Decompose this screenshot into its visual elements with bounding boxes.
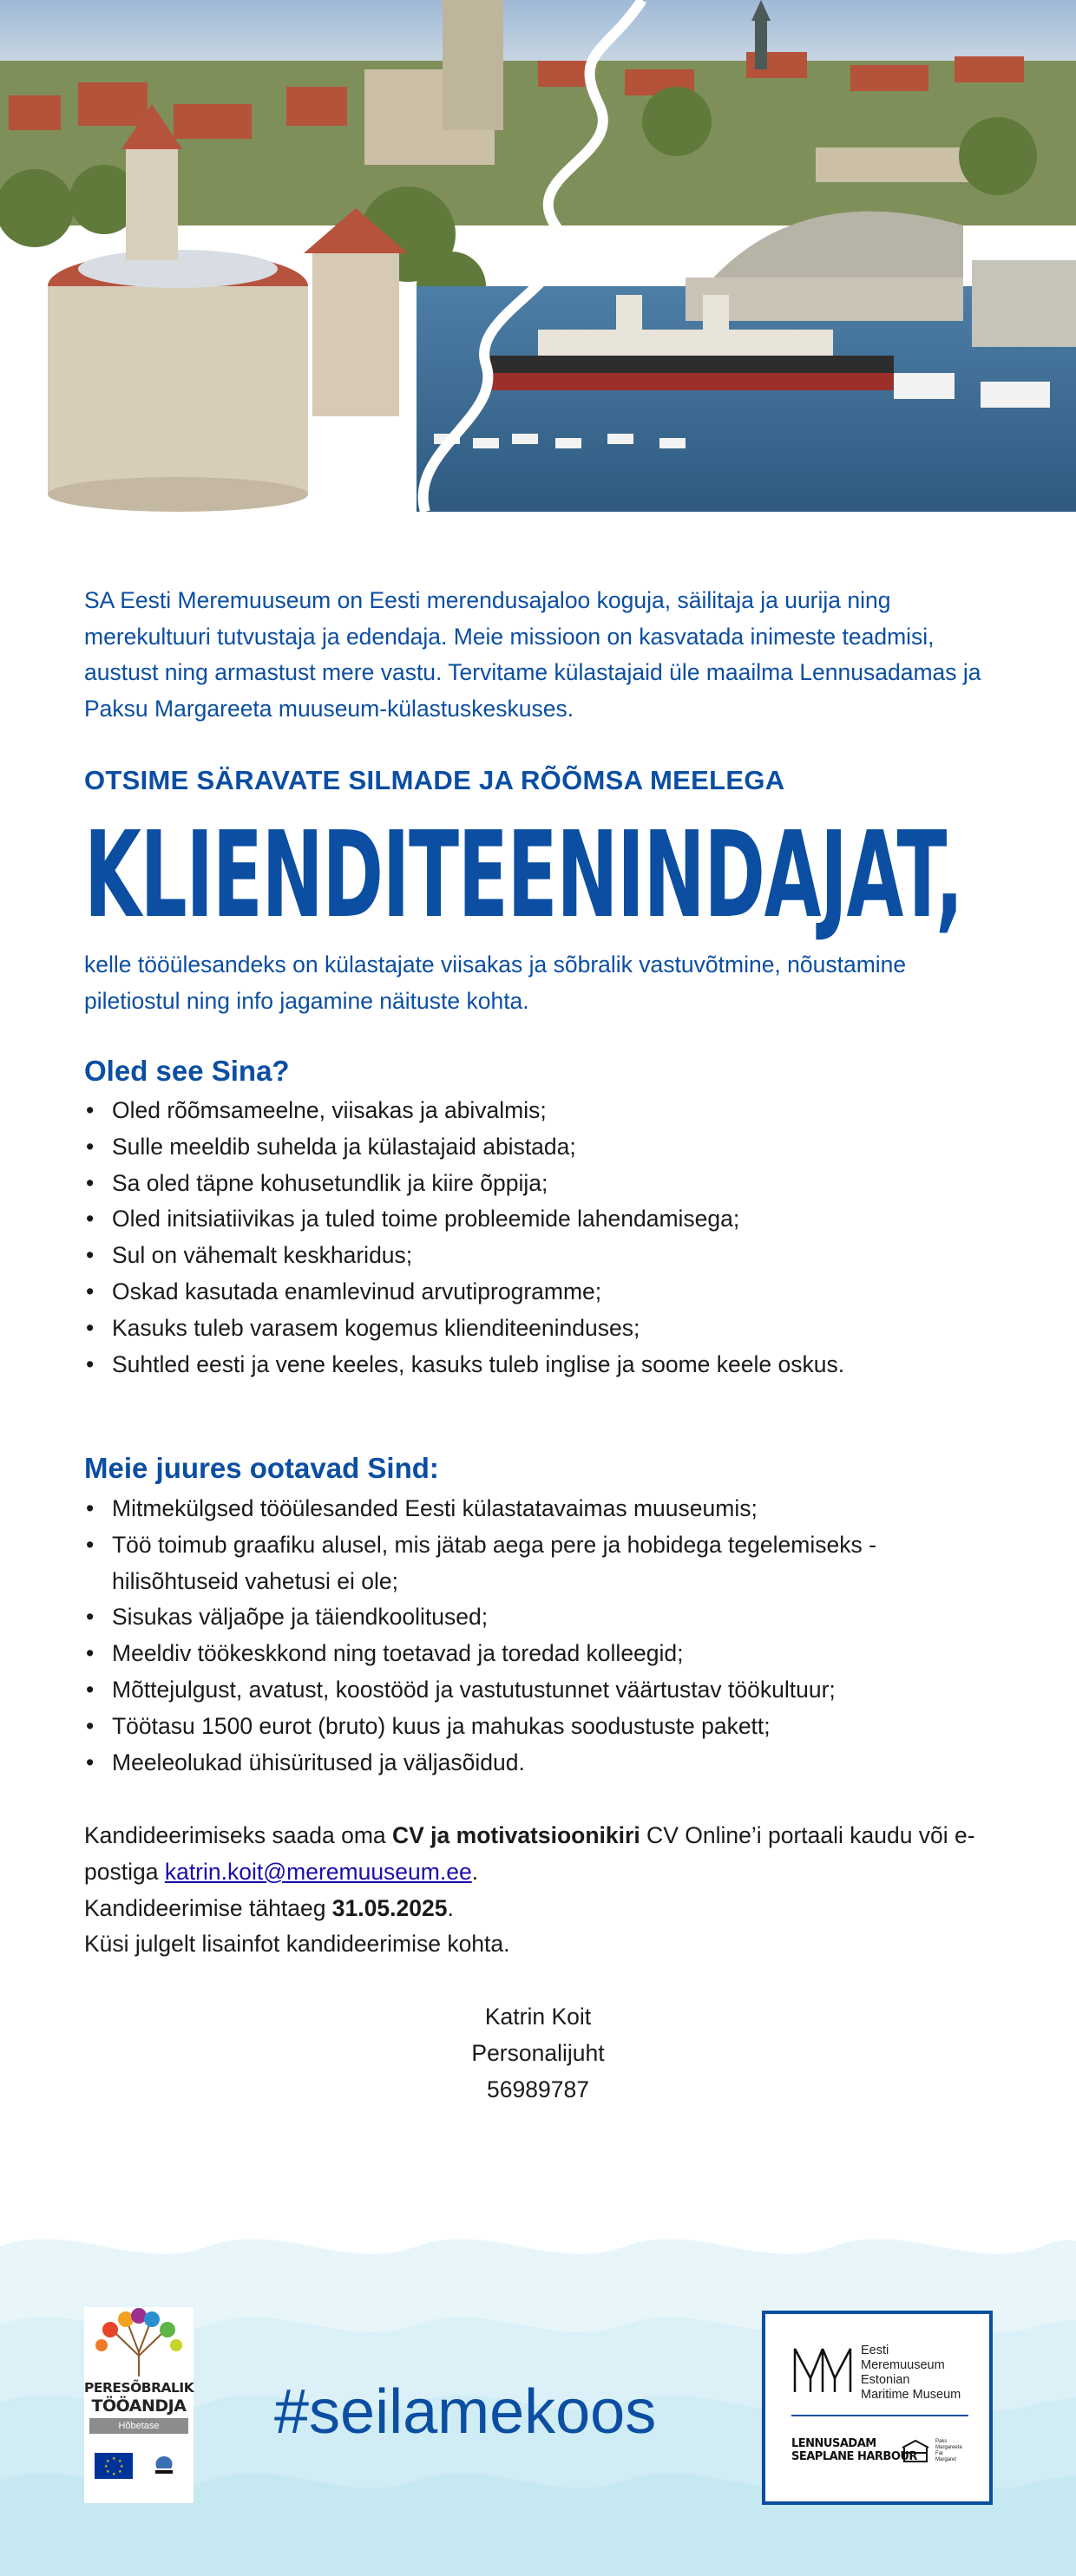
museum-name-line: Eesti — [861, 2344, 889, 2357]
apply-text: . — [471, 1858, 479, 1885]
list-item: • Töötasu 1500 eurot (bruto) kuus ja mahukas soodustuste pakett; — [84, 1709, 1004, 1745]
intro-paragraph: SA Eesti Meremuuseum on Eesti merendusajaloo koguja, säilitaja ja uurija ning merekultuuri tutvustaja ja edendaja. Meie missioon on kasvatada inimeste teadmisi, austust ning armastust mere vastu. Tervitame külastajaid üle maailma Lennusadamas ja Paksu Margareeta muuseum-külastuskeskuses. — [84, 587, 981, 722]
deadline-label: Kandideerimise tähtaeg — [84, 1894, 332, 1921]
application-instructions — [84, 1818, 1004, 1891]
list-item: • Mõttejulgust, avatust, koostööd ja vastutustunnet väärtustav töökultuur; — [84, 1672, 1004, 1709]
eu-flag-icon: ★ ★ ★ ★ ★ ★ ★ ★ — [95, 2453, 133, 2479]
section-heading-benefits: Meie juures ootavad Sind: — [84, 1452, 439, 1484]
apply-text: CV Online’i portaali kaudu või e-postiga — [84, 1822, 975, 1885]
people-tree-icon — [84, 2307, 194, 2380]
section-heading-requirements: Oled see Sina? — [84, 1055, 290, 1087]
job-title-headline: KLIENDITEENINDAJAT, — [84, 807, 963, 945]
tower-name-line: Margaret — [935, 2457, 957, 2462]
museum-name-line: Maritime Museum — [861, 2388, 961, 2402]
list-item: • Sul on vähemalt keskharidus; — [84, 1238, 1004, 1274]
meremuuseum-monogram-icon — [791, 2344, 854, 2396]
list-item: • Oled initsiatiivikas ja tuled toime probleemide lahendamisega; — [84, 1201, 1004, 1238]
contact-role: Personalijuht — [471, 2040, 605, 2066]
benefits-list — [84, 1491, 1004, 1781]
list-item: • Meeleolukad ühisüritused ja väljasõidud. — [84, 1745, 1004, 1782]
list-item: • Mitmekülgsed tööülesanded Eesti külastatavaimas muuseumis; — [84, 1491, 1004, 1527]
list-item: • Oled rõõmsameelne, viisakas ja abivalmis; — [84, 1093, 1004, 1129]
harbour-name-line: SEAPLANE HARBOUR — [791, 2450, 917, 2463]
logo-divider — [791, 2415, 968, 2416]
list-item: • Oskad kasutada enamlevinud arvutiprogramme; — [84, 1274, 1004, 1311]
contact-signature — [0, 1998, 1076, 2108]
museum-name-line: Estonian — [861, 2373, 910, 2387]
contact-name: Katrin Koit — [484, 2004, 592, 2030]
more-info-line: Küsi julgelt lisainfot kandideerimise kohta. — [84, 1931, 510, 1958]
badge-level: Hõbetase — [89, 2418, 188, 2434]
government-crest-icon — [145, 2453, 183, 2479]
museum-name — [861, 2344, 961, 2403]
fat-margaret-name — [935, 2439, 962, 2463]
family-friendly-employer-badge — [84, 2307, 194, 2503]
list-item: • Kasuks tuleb varasem kogemus klienditeeninduses; — [84, 1311, 1004, 1347]
campaign-hashtag: #seilamekoos — [274, 2377, 657, 2447]
deadline-date: 31.05.2025 — [331, 1894, 448, 1921]
tallinn-harbour-illustration — [0, 0, 1076, 512]
list-item: • Sa oled täpne kohusetundlik ja kiire õppija; — [84, 1166, 1004, 1202]
list-item: • Suhtled eesti ja vene keeles, kasuks tuleb inglise ja soome keele oskus. — [84, 1347, 1004, 1383]
list-item: • Sulle meeldib suhelda ja külastajaid abistada; — [84, 1129, 1004, 1166]
fat-margaret-tower-icon — [899, 2437, 932, 2463]
museum-logo — [762, 2311, 993, 2505]
list-item: • Meeldiv töökeskkond ning toetavad ja toredad kolleegid; — [84, 1636, 1004, 1672]
badge-title-line2: TÖÖANDJA — [91, 2396, 187, 2416]
kicker-heading: OTSIME SÄRAVATE SILMADE JA RÕÕMSA MEELEGA — [84, 765, 785, 795]
badge-title-line1: PERESÕBRALIK — [84, 2380, 194, 2396]
hero-photo — [0, 0, 1076, 512]
deadline-line — [84, 1891, 1004, 1927]
tower-name-line: Paks — [935, 2439, 948, 2444]
job-description: kelle tööülesandeks on külastajate viisakas ja sõbralik vastuvõtmine, nõustamine piletiostul ning info jagamine näituste kohta. — [84, 951, 907, 1014]
requirements-list — [84, 1093, 1004, 1383]
harbour-name-line: LENNUSADAM — [791, 2437, 876, 2450]
museum-name-line: Meremuuseum — [861, 2358, 945, 2372]
application-info — [84, 1818, 1004, 1963]
tower-name-line: Margareeta — [935, 2445, 962, 2450]
list-item: • Sisukas väljaõpe ja täiendkoolitused; — [84, 1599, 1004, 1636]
email-link[interactable]: katrin.koit@meremuuseum.ee — [164, 1858, 472, 1885]
tower-name-line: Fat — [935, 2451, 943, 2456]
list-item: • Töö toimub graafiku alusel, mis jätab aega pere ja hobidega tegelemiseks - hilisõhtuseid vahetusi ei ole; — [84, 1527, 1004, 1600]
contact-phone: 56989787 — [487, 2076, 589, 2102]
deadline-end: . — [447, 1894, 454, 1921]
apply-documents: CV ja motivatsioonikiri — [392, 1822, 640, 1848]
apply-text: Kandideerimiseks saada oma — [84, 1822, 392, 1848]
